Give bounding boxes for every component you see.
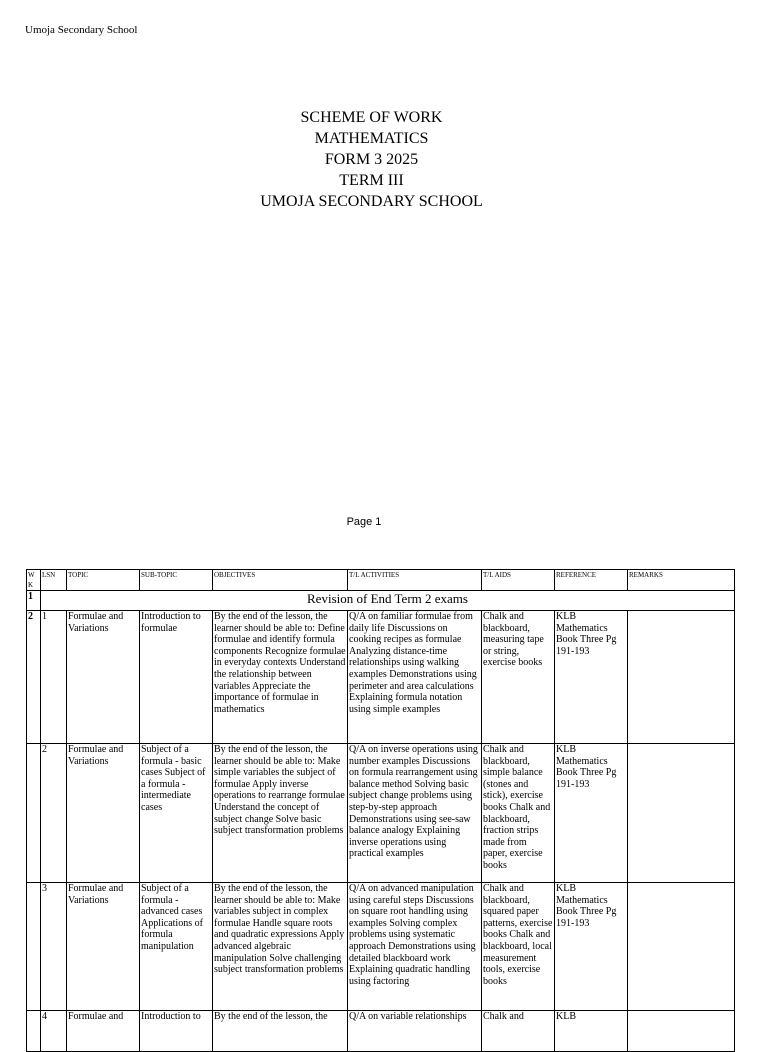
cell-subtopic: Subject of a formula - advanced cases Applications of formula manipulation (140, 883, 213, 1011)
document-title (0, 107, 743, 212)
cell-remarks (628, 744, 735, 883)
header-activities: T/L ACTIVITIES (348, 570, 482, 591)
cell-aids: Chalk and blackboard, simple balance (stones and stick), exercise books Chalk and blackboard, fraction strips made from paper, exercise books (482, 744, 555, 883)
cell-remarks (628, 883, 735, 1011)
title-line: MATHEMATICS (314, 130, 429, 147)
table-header-row (27, 570, 735, 591)
header-topic: TOPIC (67, 570, 140, 591)
table-row (27, 1011, 735, 1052)
title-line: TERM III (339, 172, 404, 189)
cell-objectives: By the end of the lesson, the learner should be able to: Define formulae and identify formula components Recognize formulae in everyday contexts Understand the relationship between variables Appreciate the importance of formulae in mathematics (213, 611, 348, 744)
cell-wk (27, 1011, 41, 1052)
running-header-school: Umoja Secondary School (25, 24, 138, 36)
cell-remarks (628, 1011, 735, 1052)
title-line: UMOJA SECONDARY SCHOOL (260, 193, 483, 210)
cell-remarks (628, 611, 735, 744)
cell-lsn: 2 (41, 744, 67, 883)
cell-aids: Chalk and blackboard, measuring tape or string, exercise books (482, 611, 555, 744)
cell-revision: Revision of End Term 2 exams (41, 591, 735, 611)
header-aids: T/L AIDS (482, 570, 555, 591)
cell-aids: Chalk and blackboard, squared paper patterns, exercise books Chalk and blackboard, local measurement tools, exercise books (482, 883, 555, 1011)
table-row (27, 744, 735, 883)
header-remarks: REMARKS (628, 570, 735, 591)
title-line: SCHEME OF WORK (300, 109, 443, 126)
table-row (27, 611, 735, 744)
cell-lsn: 3 (41, 883, 67, 1011)
cell-objectives: By the end of the lesson, the learner should be able to: Make variables subject in complex formulae Handle square roots and quadratic expressions Apply advanced algebraic manipulation Solve challenging subject transformation problems (213, 883, 348, 1011)
header-objectives: OBJECTIVES (213, 570, 348, 591)
cell-lsn: 1 (41, 611, 67, 744)
cell-reference: KLB Mathematics Book Three Pg 191-193 (555, 744, 628, 883)
table-row-revision (27, 591, 735, 611)
cell-activities: Q/A on familiar formulae from daily life Discussions on cooking recipes as formulae Analyzing distance-time relationships using walking examples Demonstrations using perimeter and area calculations Explaining formula notation using simple examples (348, 611, 482, 744)
cell-subtopic: Introduction to (140, 1011, 213, 1052)
cell-reference: KLB Mathematics Book Three Pg 191-193 (555, 883, 628, 1011)
cell-objectives: By the end of the lesson, the learner should be able to: Make simple variables the subject of formulae Apply inverse operations to rearrange formulae Understand the concept of subject change Solve basic subject transformation problems (213, 744, 348, 883)
header-wk: WK (27, 570, 41, 591)
scheme-of-work-table (26, 569, 735, 1052)
cell-topic: Formulae and Variations (67, 611, 140, 744)
cell-wk (27, 883, 41, 1011)
cell-topic: Formulae and (67, 1011, 140, 1052)
cell-aids: Chalk and (482, 1011, 555, 1052)
cell-topic: Formulae and Variations (67, 883, 140, 1011)
header-lsn: LSN (41, 570, 67, 591)
header-reference: REFERENCE (555, 570, 628, 591)
table-row (27, 883, 735, 1011)
cell-wk: 2 (27, 611, 41, 744)
page-number: Page 1 (346, 516, 382, 528)
cell-objectives: By the end of the lesson, the (213, 1011, 348, 1052)
cell-wk: 1 (27, 591, 41, 611)
header-subtopic: SUB-TOPIC (140, 570, 213, 591)
cell-wk (27, 744, 41, 883)
cell-subtopic: Subject of a formula - basic cases Subject of a formula - intermediate cases (140, 744, 213, 883)
cell-reference: KLB (555, 1011, 628, 1052)
cell-reference: KLB Mathematics Book Three Pg 191-193 (555, 611, 628, 744)
cell-subtopic: Introduction to formulae (140, 611, 213, 744)
cell-topic: Formulae and Variations (67, 744, 140, 883)
cell-activities: Q/A on advanced manipulation using careful steps Discussions on square root handling using examples Solving complex problems using systematic approach Demonstrations using detailed blackboard work Explaining quadratic handling using factoring (348, 883, 482, 1011)
cell-activities: Q/A on variable relationships (348, 1011, 482, 1052)
cell-activities: Q/A on inverse operations using number examples Discussions on formula rearrangement using balance method Solving basic subject change problems using step-by-step approach Demonstrations using see-saw balance analogy Explaining inverse operations using practical examples (348, 744, 482, 883)
title-line: FORM 3 2025 (324, 151, 419, 168)
cell-lsn: 4 (41, 1011, 67, 1052)
